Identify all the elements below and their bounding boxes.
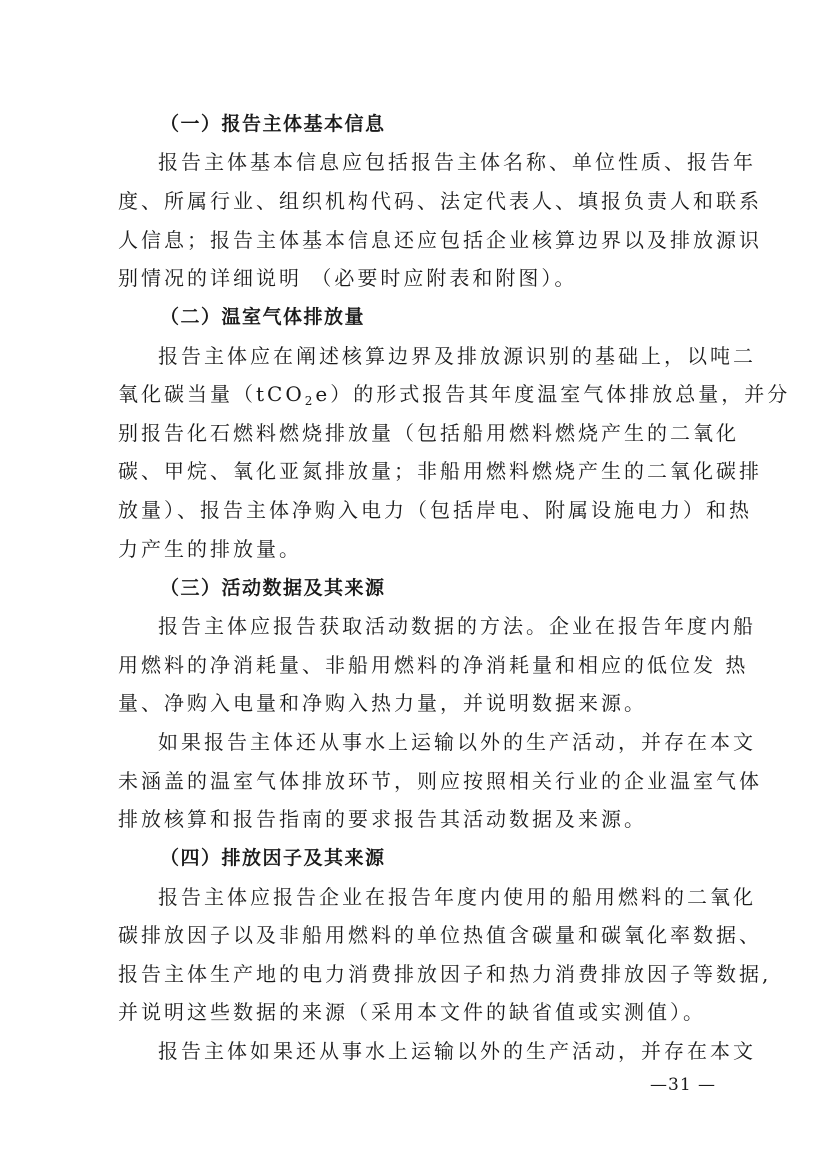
paragraph-line <box>118 382 791 408</box>
paragraph-line: 力产生的排放量。 <box>118 537 302 561</box>
paragraph-line: 放量）、报告主体净购入电力（包括岸电、附属设施电力）和热 <box>118 498 752 522</box>
paragraph-line: 未涵盖的温室气体排放环节，则应按照相关行业的企业温室气体 <box>118 769 762 793</box>
paragraph-line: 碳排放因子以及非船用燃料的单位热值含碳量和碳氧化率数据、 <box>118 923 762 947</box>
subscript-two: 2 <box>304 394 316 408</box>
paragraph-line: 如果报告主体还从事水上运输以外的生产活动，并存在本文 <box>158 730 756 754</box>
paragraph-line: 报告主体应在阐述核算边界及排放源识别的基础上，以吨二 <box>158 344 756 368</box>
paragraph-line: 报告主体生产地的电力消费排放因子和热力消费排放因子等数据, <box>118 962 772 986</box>
paragraph-line: 并说明这些数据的来源（采用本文件的缺省值或实测值）。 <box>118 1000 706 1024</box>
paragraph-line: 别报告化石燃料燃烧排放量（包括船用燃料燃烧产生的二氧化 <box>118 421 739 445</box>
section-heading-1: （一）报告主体基本信息 <box>160 113 386 135</box>
line-text: e）的形式报告其年度温室气体排放总量，并分 <box>315 382 791 406</box>
paragraph-line: 报告主体如果还从事水上运输以外的生产活动，并存在本文 <box>158 1039 756 1063</box>
line-text: 氧化碳当量（tCO <box>118 382 305 406</box>
page-number: —31 — <box>650 1075 717 1095</box>
paragraph-line: 人信息；报告主体基本信息还应包括企业核算边界以及排放源识 <box>118 228 762 252</box>
section-heading-4: （四）排放因子及其来源 <box>160 847 386 869</box>
paragraph-line: 报告主体基本信息应包括报告主体名称、单位性质、报告年 <box>158 150 756 174</box>
paragraph-line: 排放核算和报告指南的要求报告其活动数据及来源。 <box>118 807 647 831</box>
paragraph-line: 报告主体应报告企业在报告年度内使用的船用燃料的二氧化 <box>158 885 756 909</box>
paragraph-line: 量、净购入电量和净购入热力量，并说明数据来源。 <box>118 691 647 715</box>
section-heading-3: （三）活动数据及其来源 <box>160 577 386 599</box>
paragraph-line: 碳、甲烷、氧化亚氮排放量；非船用燃料燃烧产生的二氧化碳排 <box>118 459 762 483</box>
paragraph-line: 别情况的详细说明 （必要时应附表和附图）。 <box>118 266 578 290</box>
paragraph-line: 用燃料的净消耗量、非船用燃料的净消耗量和相应的低位发 热 <box>118 653 749 677</box>
paragraph-line: 报告主体应报告获取活动数据的方法。企业在报告年度内船 <box>158 614 756 638</box>
paragraph-line: 度、所属行业、组织机构代码、法定代表人、填报负责人和联系 <box>118 189 762 213</box>
section-heading-2: （二）温室气体排放量 <box>160 306 366 328</box>
